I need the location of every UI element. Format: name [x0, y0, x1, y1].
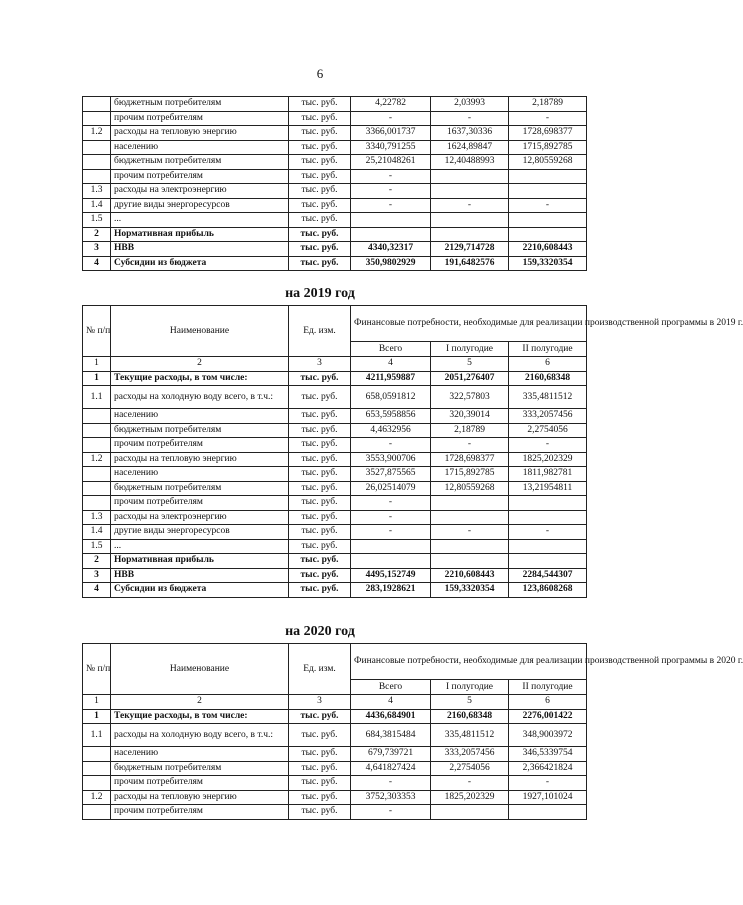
row-h2: 335,4811512 — [509, 386, 587, 409]
row-num: 1.2 — [83, 126, 111, 141]
table-row — [83, 126, 587, 141]
row-h2: 2,366421824 — [509, 761, 587, 776]
row-unit: тыс. руб. — [289, 386, 351, 409]
row-h2: 346,5339754 — [509, 747, 587, 762]
row-total — [351, 213, 431, 228]
row-unit: тыс. руб. — [289, 568, 351, 583]
row-h1: 12,40488993 — [431, 155, 509, 170]
row-unit: тыс. руб. — [289, 242, 351, 257]
row-name: населению — [111, 409, 289, 424]
table-row — [83, 111, 587, 126]
table-row — [83, 467, 587, 482]
row-total: 4495,152749 — [351, 568, 431, 583]
header-h2: II полугодие — [509, 680, 587, 695]
row-h2: 12,80559268 — [509, 155, 587, 170]
row-unit: тыс. руб. — [289, 97, 351, 112]
table-row — [83, 724, 587, 747]
row-h2: 13,21954811 — [509, 481, 587, 496]
row-h2: - — [509, 525, 587, 540]
row-name: Субсидии из бюджета — [111, 583, 289, 598]
row-name: прочим потребителям — [111, 438, 289, 453]
row-h1: 335,4811512 — [431, 724, 509, 747]
table-row — [83, 256, 587, 271]
row-h2: 2160,68348 — [509, 371, 587, 386]
row-h1: 333,2057456 — [431, 747, 509, 762]
row-h2: 123,8608268 — [509, 583, 587, 598]
table-row — [83, 213, 587, 228]
table-row — [83, 539, 587, 554]
row-num — [83, 805, 111, 820]
row-num — [83, 481, 111, 496]
row-total: 4,4632956 — [351, 423, 431, 438]
row-total — [351, 227, 431, 242]
row-unit: тыс. руб. — [289, 140, 351, 155]
row-h2: 1825,202329 — [509, 452, 587, 467]
table-row — [83, 568, 587, 583]
row-h2 — [509, 554, 587, 569]
row-name: расходы на тепловую энергию — [111, 452, 289, 467]
row-num: 3 — [83, 242, 111, 257]
table-row — [83, 155, 587, 170]
header-h1: I полугодие — [431, 342, 509, 357]
row-unit: тыс. руб. — [289, 198, 351, 213]
table-row — [83, 169, 587, 184]
row-num: 1.3 — [83, 510, 111, 525]
row-name: расходы на тепловую энергию — [111, 126, 289, 141]
table-row — [83, 583, 587, 598]
row-h1: - — [431, 198, 509, 213]
row-unit: тыс. руб. — [289, 256, 351, 271]
row-total: - — [351, 525, 431, 540]
table-row — [83, 481, 587, 496]
table-row — [83, 554, 587, 569]
row-total: 3527,875565 — [351, 467, 431, 482]
row-unit: тыс. руб. — [289, 583, 351, 598]
row-unit: тыс. руб. — [289, 525, 351, 540]
row-num — [83, 97, 111, 112]
row-num: 3 — [83, 568, 111, 583]
row-h1: 12,80559268 — [431, 481, 509, 496]
row-unit: тыс. руб. — [289, 510, 351, 525]
table-row — [83, 198, 587, 213]
row-h2: 333,2057456 — [509, 409, 587, 424]
row-num — [83, 438, 111, 453]
table-row — [83, 423, 587, 438]
row-total: 26,02514079 — [351, 481, 431, 496]
row-total: - — [351, 496, 431, 511]
row-total: - — [351, 184, 431, 199]
row-h1: 2,18789 — [431, 423, 509, 438]
row-h1: 1728,698377 — [431, 452, 509, 467]
row-h2 — [509, 805, 587, 820]
row-num: 1.2 — [83, 790, 111, 805]
row-h2: 1715,892785 — [509, 140, 587, 155]
row-name: НВВ — [111, 568, 289, 583]
header-idx: 4 — [351, 357, 431, 372]
row-h2: - — [509, 438, 587, 453]
row-h2: 159,3320354 — [509, 256, 587, 271]
row-h1: - — [431, 776, 509, 791]
row-name: прочим потребителям — [111, 169, 289, 184]
row-name: расходы на электроэнергию — [111, 184, 289, 199]
row-h2: 1728,698377 — [509, 126, 587, 141]
header-needs: Финансовые потребности, необходимые для реализации производственной программы в 2019 г. — [351, 306, 587, 342]
row-unit: тыс. руб. — [289, 554, 351, 569]
row-num: 4 — [83, 583, 111, 598]
row-total: 653,5958856 — [351, 409, 431, 424]
table-row — [83, 805, 587, 820]
row-total: 25,21048261 — [351, 155, 431, 170]
row-h1: 1624,89847 — [431, 140, 509, 155]
row-unit: тыс. руб. — [289, 169, 351, 184]
row-num: 1.3 — [83, 184, 111, 199]
row-h1 — [431, 213, 509, 228]
row-total: - — [351, 169, 431, 184]
header-num: № п/п — [83, 644, 111, 695]
row-h1: - — [431, 525, 509, 540]
table-row — [83, 242, 587, 257]
row-h1: 191,6482576 — [431, 256, 509, 271]
header-unit: Ед. изм. — [289, 644, 351, 695]
row-h2: - — [509, 198, 587, 213]
row-unit: тыс. руб. — [289, 790, 351, 805]
row-total: - — [351, 438, 431, 453]
row-h2 — [509, 539, 587, 554]
header-idx: 5 — [431, 695, 509, 710]
row-h1: 1825,202329 — [431, 790, 509, 805]
row-h2: 2276,001422 — [509, 709, 587, 724]
section-title-2019: на 2019 год — [285, 286, 355, 301]
row-num: 2 — [83, 554, 111, 569]
row-name: Нормативная прибыль — [111, 554, 289, 569]
row-h2: 1811,982781 — [509, 467, 587, 482]
header-total: Всего — [351, 680, 431, 695]
row-unit: тыс. руб. — [289, 227, 351, 242]
row-h2: 2,18789 — [509, 97, 587, 112]
page-number: 6 — [316, 66, 324, 81]
table-row — [83, 452, 587, 467]
row-total: 684,3815484 — [351, 724, 431, 747]
table-2020 — [82, 643, 743, 820]
table-row — [83, 409, 587, 424]
row-h1: - — [431, 111, 509, 126]
row-unit: тыс. руб. — [289, 371, 351, 386]
row-h1 — [431, 805, 509, 820]
row-total: 4,641827424 — [351, 761, 431, 776]
row-h1 — [431, 554, 509, 569]
row-total: 283,1928621 — [351, 583, 431, 598]
row-name: бюджетным потребителям — [111, 155, 289, 170]
row-name: населению — [111, 467, 289, 482]
row-h1: 2051,276407 — [431, 371, 509, 386]
row-h2: 2210,608443 — [509, 242, 587, 257]
header-total: Всего — [351, 342, 431, 357]
row-num: 1.5 — [83, 539, 111, 554]
row-num: 1.4 — [83, 198, 111, 213]
row-unit: тыс. руб. — [289, 805, 351, 820]
row-total: - — [351, 510, 431, 525]
row-h1: 1637,30336 — [431, 126, 509, 141]
row-num — [83, 155, 111, 170]
row-name: населению — [111, 140, 289, 155]
row-h2: 2,2754056 — [509, 423, 587, 438]
row-unit: тыс. руб. — [289, 111, 351, 126]
row-num: 2 — [83, 227, 111, 242]
row-h2: 1927,101024 — [509, 790, 587, 805]
header-idx: 6 — [509, 357, 587, 372]
table-2019 — [82, 305, 743, 598]
row-num: 1.2 — [83, 452, 111, 467]
row-unit: тыс. руб. — [289, 776, 351, 791]
row-unit: тыс. руб. — [289, 155, 351, 170]
row-total: - — [351, 776, 431, 791]
row-h2: - — [509, 776, 587, 791]
row-h1 — [431, 184, 509, 199]
row-total — [351, 554, 431, 569]
row-num: 1.1 — [83, 724, 111, 747]
table-row — [83, 227, 587, 242]
row-h2 — [509, 227, 587, 242]
row-num — [83, 776, 111, 791]
table-row — [83, 97, 587, 112]
row-total: 4436,684901 — [351, 709, 431, 724]
row-h2 — [509, 213, 587, 228]
row-unit: тыс. руб. — [289, 724, 351, 747]
row-num — [83, 761, 111, 776]
row-h1: 2,2754056 — [431, 761, 509, 776]
row-num — [83, 747, 111, 762]
row-unit: тыс. руб. — [289, 184, 351, 199]
row-total: 658,0591812 — [351, 386, 431, 409]
row-name: прочим потребителям — [111, 111, 289, 126]
row-name: расходы на холодную воду всего, в т.ч.: — [111, 386, 289, 409]
row-name: бюджетным потребителям — [111, 761, 289, 776]
row-total: 350,9802929 — [351, 256, 431, 271]
row-name: расходы на тепловую энергию — [111, 790, 289, 805]
row-name: другие виды энергоресурсов — [111, 198, 289, 213]
row-num — [83, 140, 111, 155]
row-name: населению — [111, 747, 289, 762]
header-idx: 2 — [111, 695, 289, 710]
row-h2 — [509, 496, 587, 511]
row-h1 — [431, 169, 509, 184]
row-name: прочим потребителям — [111, 496, 289, 511]
row-total: - — [351, 805, 431, 820]
row-num — [83, 409, 111, 424]
header-idx: 2 — [111, 357, 289, 372]
row-unit: тыс. руб. — [289, 709, 351, 724]
row-num — [83, 423, 111, 438]
row-num — [83, 496, 111, 511]
row-name: НВВ — [111, 242, 289, 257]
header-needs: Финансовые потребности, необходимые для реализации производственной программы в 2020 г. — [351, 644, 587, 680]
row-h1: 320,39014 — [431, 409, 509, 424]
table-continued — [82, 96, 587, 271]
row-num — [83, 169, 111, 184]
header-idx: 3 — [289, 357, 351, 372]
row-num: 1.1 — [83, 386, 111, 409]
row-h1: 2160,68348 — [431, 709, 509, 724]
row-h1: - — [431, 438, 509, 453]
header-idx: 5 — [431, 357, 509, 372]
row-total: 3752,303353 — [351, 790, 431, 805]
table-row — [83, 790, 587, 805]
row-num — [83, 467, 111, 482]
row-name: бюджетным потребителям — [111, 97, 289, 112]
row-h1 — [431, 496, 509, 511]
row-unit: тыс. руб. — [289, 761, 351, 776]
row-name: прочим потребителям — [111, 805, 289, 820]
row-name: Субсидии из бюджета — [111, 256, 289, 271]
row-h2 — [509, 510, 587, 525]
row-h2: - — [509, 111, 587, 126]
row-unit: тыс. руб. — [289, 467, 351, 482]
row-num: 1.5 — [83, 213, 111, 228]
header-idx: 3 — [289, 695, 351, 710]
row-num — [83, 111, 111, 126]
row-total: 4340,32317 — [351, 242, 431, 257]
row-total: 3553,900706 — [351, 452, 431, 467]
row-total: - — [351, 198, 431, 213]
row-h1: 1715,892785 — [431, 467, 509, 482]
row-h1: 2210,608443 — [431, 568, 509, 583]
header-idx: 6 — [509, 695, 587, 710]
row-total — [351, 539, 431, 554]
row-name: Текущие расходы, в том числе: — [111, 709, 289, 724]
row-h1: 159,3320354 — [431, 583, 509, 598]
header-unit: Ед. изм. — [289, 306, 351, 357]
row-name: бюджетным потребителям — [111, 481, 289, 496]
row-h2: 348,9003972 — [509, 724, 587, 747]
row-h1: 2129,714728 — [431, 242, 509, 257]
header-name: Наименование — [111, 644, 289, 695]
table-row — [83, 371, 587, 386]
row-name: другие виды энергоресурсов — [111, 525, 289, 540]
table-row — [83, 140, 587, 155]
row-num: 1 — [83, 709, 111, 724]
row-total: 3340,791255 — [351, 140, 431, 155]
row-unit: тыс. руб. — [289, 452, 351, 467]
row-name: Текущие расходы, в том числе: — [111, 371, 289, 386]
row-unit: тыс. руб. — [289, 213, 351, 228]
row-name: расходы на холодную воду всего, в т.ч.: — [111, 724, 289, 747]
header-num: № п/п — [83, 306, 111, 357]
row-num: 1 — [83, 371, 111, 386]
table-row — [83, 709, 587, 724]
row-total: 4211,959887 — [351, 371, 431, 386]
header-idx: 1 — [83, 357, 111, 372]
table-row — [83, 776, 587, 791]
row-h1: 2,03993 — [431, 97, 509, 112]
row-unit: тыс. руб. — [289, 409, 351, 424]
row-name: прочим потребителям — [111, 776, 289, 791]
row-num: 4 — [83, 256, 111, 271]
row-total: 3366,001737 — [351, 126, 431, 141]
header-h1: I полугодие — [431, 680, 509, 695]
row-h2 — [509, 169, 587, 184]
row-num: 1.4 — [83, 525, 111, 540]
row-unit: тыс. руб. — [289, 496, 351, 511]
table-row — [83, 747, 587, 762]
section-title-2020: на 2020 год — [285, 624, 355, 639]
table-row — [83, 496, 587, 511]
row-name: ... — [111, 539, 289, 554]
header-h2: II полугодие — [509, 342, 587, 357]
row-h2: 2284,544307 — [509, 568, 587, 583]
table-row — [83, 184, 587, 199]
row-name: расходы на электроэнергию — [111, 510, 289, 525]
header-name: Наименование — [111, 306, 289, 357]
row-h1 — [431, 539, 509, 554]
row-unit: тыс. руб. — [289, 438, 351, 453]
row-h1 — [431, 227, 509, 242]
row-unit: тыс. руб. — [289, 423, 351, 438]
table-row — [83, 438, 587, 453]
table-row — [83, 525, 587, 540]
row-name: Нормативная прибыль — [111, 227, 289, 242]
row-total: - — [351, 111, 431, 126]
header-idx: 1 — [83, 695, 111, 710]
row-unit: тыс. руб. — [289, 539, 351, 554]
row-total: 679,739721 — [351, 747, 431, 762]
table-row — [83, 510, 587, 525]
row-h2 — [509, 184, 587, 199]
row-unit: тыс. руб. — [289, 481, 351, 496]
row-unit: тыс. руб. — [289, 126, 351, 141]
row-name: ... — [111, 213, 289, 228]
row-unit: тыс. руб. — [289, 747, 351, 762]
row-name: бюджетным потребителям — [111, 423, 289, 438]
row-h1: 322,57803 — [431, 386, 509, 409]
table-row — [83, 386, 587, 409]
row-h1 — [431, 510, 509, 525]
row-total: 4,22782 — [351, 97, 431, 112]
table-row — [83, 761, 587, 776]
header-idx: 4 — [351, 695, 431, 710]
